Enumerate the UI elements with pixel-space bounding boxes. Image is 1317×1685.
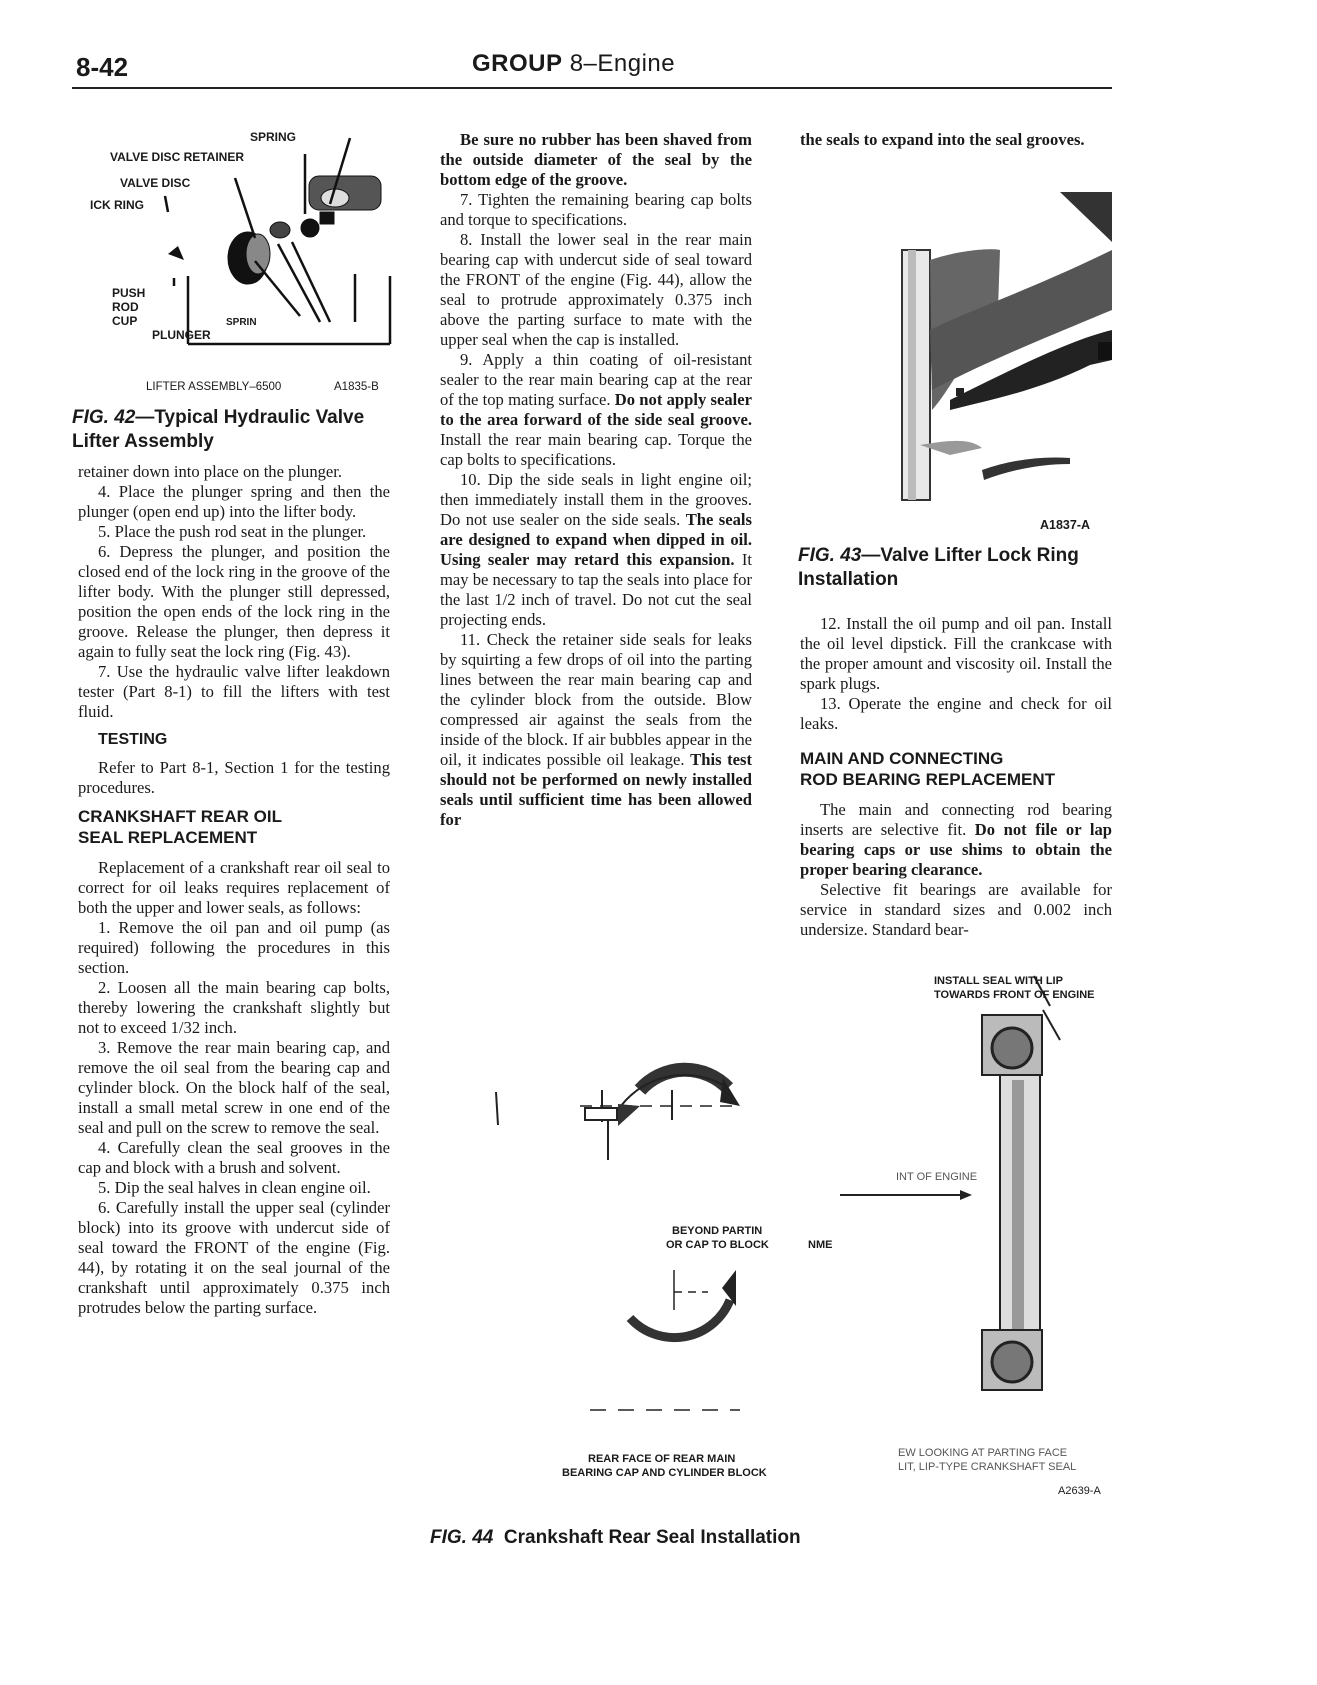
fig44-number: FIG. 44 [430,1527,494,1548]
paragraph: 13. Operate the engine and check for oil leaks. [800,694,1112,733]
paragraph: 1. Remove the oil pan and oil pump (as required) following the procedures in this section. [78,918,390,977]
column-3-top [800,130,1112,150]
heading-main-bearing [800,748,1112,790]
paragraph: Refer to Part 8-1, Section 1 for the testing procedures. [78,758,390,797]
bold-text: This test should not be performed on newly installed seals until sufficient time has been allowed for [440,750,753,829]
heading-line: MAIN AND CONNECTING [800,749,1004,768]
heading-testing: TESTING [98,731,168,748]
label-valve-disc-retainer: VALVE DISC RETAINER [110,150,245,164]
paragraph: 7. Tighten the remaining bearing cap bolts and torque to specifications. [440,190,752,229]
paragraph: 5. Place the push rod seat in the plunger. [98,522,367,541]
label-valve-disc: VALVE DISC [120,176,191,190]
lifter-drawing [80,126,390,398]
label-spring-top: SPRING [250,130,297,144]
fig44-label-install-1: INSTALL SEAL WITH LIP [934,975,1063,987]
section-title: 8–Engine [569,50,676,77]
fig44-label-view-1: EW LOOKING AT PARTING FACE [898,1447,1068,1459]
fig42-caption [72,406,392,454]
text-run: 11. Check the retainer side seals for leaks by squirting a few drops of oil into the parting lines between the rear main bearing cap and the cylinder block from the outside. Blow compressed air against the seals from the inside of the block. If air bubbles appear in the oil, it indicates possible oil leakage. [440,630,752,769]
bold-text: The seals are designed to expand when dipped in oil. Using sealer may retard this expansion. [440,510,752,569]
label-lock-ring: ICK RING [90,198,144,212]
fig44-label-install-2: TOWARDS FRONT OF ENGINE [934,989,1095,1001]
label-plunger: PLUNGER [152,328,211,342]
fig43-photo [890,190,1115,535]
paragraph: 12. Install the oil pump and oil pan. Install the oil level dipstick. Fill the crankcase with the proper amount and viscosity oil. Install the spark plugs. [800,614,1112,693]
label-fig42-code: A1835-B [334,381,379,393]
column-2 [440,130,752,830]
text-run: It may be necessary to tap the seals into place for the last 1/2 inch of travel. Do not cut the seal projecting ends. [440,550,752,629]
fig44-code: A2639-A [1058,1485,1101,1497]
paragraph: 3. Remove the rear main bearing cap, and remove the oil seal from the bearing cap and cylinder block. On the block half of the seal, install a small metal screw in one end of the seal and pull on the screw to remove the seal. [78,1038,390,1137]
bold-text: Be sure no rubber has been shaved from the outside diameter of the seal by the bottom edge of the groove. [440,130,752,189]
paragraph [440,630,752,830]
running-head [472,50,675,78]
text-run: The main and connecting rod bearing inserts are selective fit. [800,800,1112,839]
fig44-label-nme: NME [808,1239,833,1251]
paragraph: 6. Depress the plunger, and position the closed end of the lock ring in the groove of the lifter body. With the plunger still depressed, position the open ends of the lock ring in the groove. Release the plunger, then depress it again to fully seat the lock ring (Fig. 43). [78,542,390,661]
paragraph: 6. Carefully install the upper seal (cylinder block) into its groove with undercut side of seal toward the FRONT of the engine (Fig. 44), by rotating it on the seal journal of the crankshaft until approximately 0.375 inch protrudes below the parting surface. [78,1198,390,1317]
paragraph: 8. Install the lower seal in the rear main bearing cap with undercut side of seal toward the FRONT of the engine (Fig. 44), allow the seal to protrude approximately 0.375 inch above the parting surface to mate with the upper seal when the cap is installed. [440,230,752,349]
heading-line: CRANKSHAFT REAR OIL [78,807,282,826]
paragraph: 4. Place the plunger spring and then the plunger (open end up) into the lifter body. [78,482,390,521]
text-run: 9. Apply a thin coating of oil-resistant sealer to the rear main bearing cap at the rear of the top mating surface. [440,350,752,409]
fig44-title: Crankshaft Rear Seal Installation [503,1527,801,1548]
paragraph [800,130,1112,150]
lock-ring-photo [890,190,1115,535]
fig44-label-rear-1: REAR FACE OF REAR MAIN [588,1453,736,1465]
page-number: 8-42 [76,52,129,82]
bold-text: the seals to expand into the seal grooves. [800,130,1085,149]
paragraph [440,130,752,190]
fig43-number: FIG. 43 [798,545,862,566]
rear-seal-drawing [440,970,1120,1490]
fig42-illustration [80,126,390,398]
fig44-label-beyond-1: BEYOND PARTIN [672,1225,763,1237]
fig44-label-front: INT OF ENGINE [896,1171,978,1183]
paragraph: 5. Dip the seal halves in clean engine oil. [98,1178,371,1197]
paragraph: Selective fit bearings are available for service in standard sizes and 0.002 inch undersize. Standard bear- [800,880,1112,939]
text-run: 10. Dip the side seals in light engine oil; then immediately install them in the grooves. Do not use sealer on the side seals. [440,470,752,529]
fig42-number: FIG. 42 [72,407,136,428]
paragraph: 4. Carefully clean the seal grooves in the cap and block with a brush and solvent. [78,1138,390,1177]
paragraph: 2. Loosen all the main bearing cap bolts, thereby lowering the crankshaft slightly but not to exceed 1/32 inch. [78,978,390,1037]
heading-line: ROD BEARING REPLACEMENT [800,770,1056,789]
column-1 [78,462,390,1318]
bold-text: Do not apply sealer to the area forward of the side seal groove. [440,390,752,429]
label-assembly: LIFTER ASSEMBLY–6500 [146,381,282,393]
label-spring-bottom: SPRIN [226,317,257,328]
fig44-label-beyond-2: OR CAP TO BLOCK [666,1239,769,1251]
paragraph [440,470,752,630]
header-rule [72,87,1112,89]
paragraph: Replacement of a crankshaft rear oil seal to correct for oil leaks requires replacement of both the upper and lower seals, as follows: [78,858,390,917]
column-3 [800,614,1112,940]
bold-text: Do not file or lap bearing caps or use shims to obtain the proper bearing clearance. [800,820,1112,879]
fig44-label-rear-2: BEARING CAP AND CYLINDER BLOCK [562,1467,767,1479]
heading-line: SEAL REPLACEMENT [78,828,258,847]
fig44-caption [430,1526,930,1550]
group-label: GROUP [472,50,563,77]
paragraph: 7. Use the hydraulic valve lifter leakdown tester (Part 8-1) to fill the lifters with test fluid. [78,662,390,721]
paragraph [440,350,752,470]
fig43-title: —Valve Lifter Lock Ring Installation [798,545,1079,590]
fig44-label-view-2: LIT, LIP-TYPE CRANKSHAFT SEAL [898,1461,1077,1473]
paragraph [800,800,1112,880]
text-run: Install the rear main bearing cap. Torque the cap bolts to specifications. [440,430,752,469]
fig42-title: —Typical Hydraulic Valve Lifter Assembly [72,407,365,452]
fig43-caption [798,544,1118,592]
heading-crankshaft-seal [78,806,390,848]
fig44-illustration [440,970,1120,1497]
label-push-rod-cup: PUSH ROD CUP [112,286,146,328]
paragraph: retainer down into place on the plunger. [78,462,343,481]
fig43-code: A1837-A [1040,518,1091,532]
